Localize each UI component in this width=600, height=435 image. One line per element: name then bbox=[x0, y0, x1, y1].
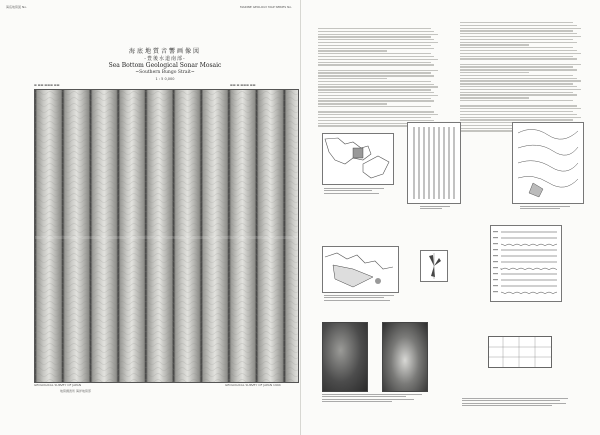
text-column-1 bbox=[318, 28, 445, 128]
figure-bathymetry-map bbox=[512, 122, 584, 204]
sonar-photo-1 bbox=[322, 322, 368, 392]
figure-seismic-profiles bbox=[490, 225, 562, 302]
sheet-fold bbox=[300, 0, 301, 435]
text-column-2 bbox=[460, 22, 588, 133]
figure-rose-diagram bbox=[420, 250, 448, 282]
photo-caption bbox=[322, 394, 432, 404]
figure-survey-tracklines bbox=[407, 122, 461, 204]
series-title: MARINE GEOLOGY MAP SERIES No. bbox=[240, 5, 293, 9]
title-japanese-subtitle: -豊後水道南部- bbox=[144, 56, 186, 62]
credits-block bbox=[462, 398, 572, 408]
figure-2-caption bbox=[420, 206, 460, 211]
title-english-subtitle: ~Southern Bungo Strait~ bbox=[135, 70, 195, 75]
figure-1-caption bbox=[324, 188, 394, 195]
footer-center: 地質調査所 海洋地質部 bbox=[60, 389, 91, 393]
series-code: 海底地質図 No. bbox=[6, 5, 27, 9]
sonar-mosaic-image bbox=[35, 90, 298, 382]
sonar-mosaic bbox=[34, 89, 299, 383]
data-table bbox=[488, 336, 552, 368]
figure-location-map bbox=[322, 133, 394, 185]
mosaic-header-right: ▬▬ ▬ ▬▬▬ ▬▬ bbox=[230, 83, 256, 87]
title-japanese: 海底地質音響画像図 bbox=[128, 48, 201, 55]
figure-3-caption bbox=[520, 206, 580, 211]
sonar-photo-2 bbox=[382, 322, 428, 392]
figure-4-caption bbox=[324, 295, 399, 302]
mosaic-header-left: ▬ ▬▬ ▬▬▬ ▬▬ bbox=[34, 83, 60, 87]
title-english: Sea Bottom Geological Sonar Mosaic bbox=[108, 62, 222, 69]
figure-geological-sketch bbox=[322, 246, 399, 293]
footer-right: GEOLOGICAL SURVEY OF JAPAN 1994 bbox=[225, 383, 281, 387]
map-scale: 1 : 5 0,000 bbox=[155, 77, 175, 81]
footer-left: GEOLOGICAL SURVEY OF JAPAN bbox=[34, 383, 82, 387]
